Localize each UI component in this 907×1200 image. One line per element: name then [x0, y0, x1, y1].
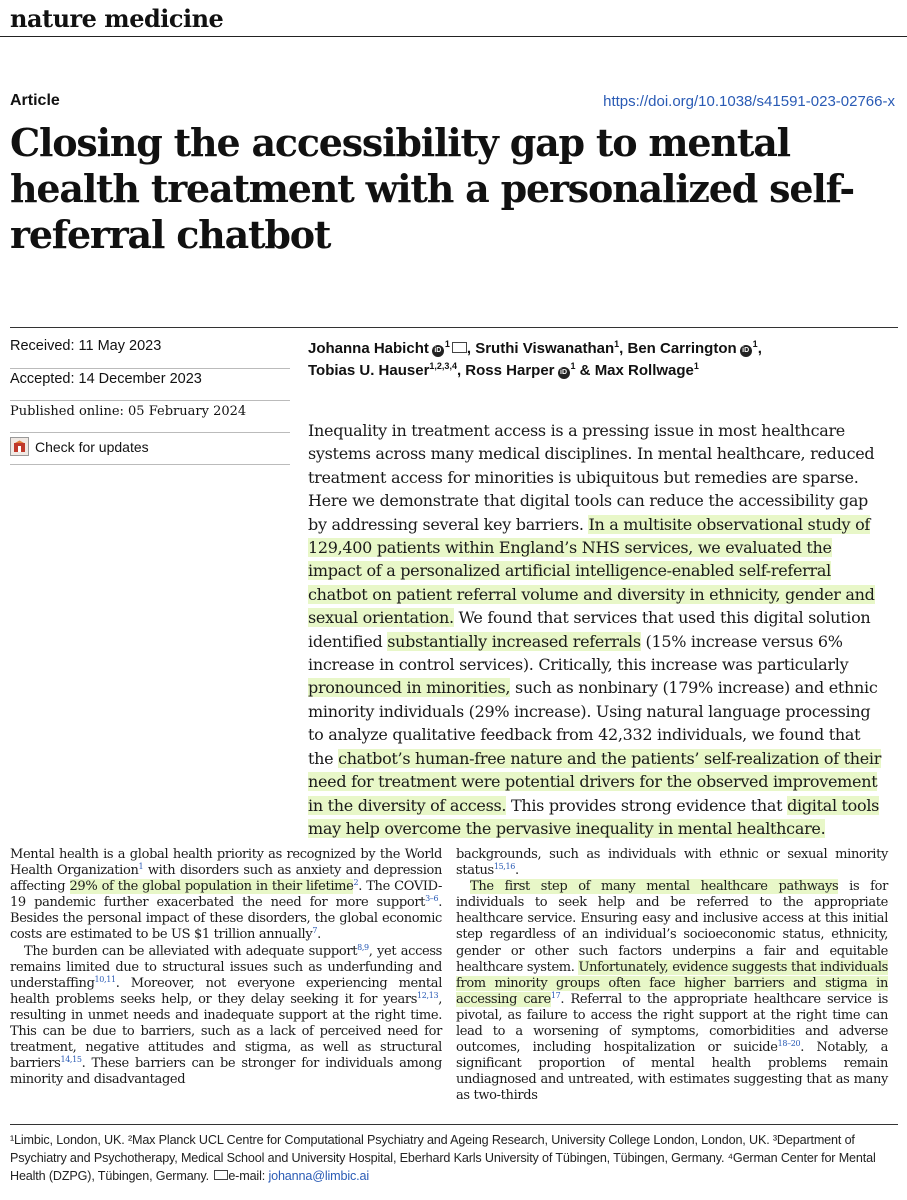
dates-divider	[10, 464, 290, 465]
dates-divider	[10, 432, 290, 433]
author-name[interactable]: Max Rollwage	[594, 362, 694, 379]
author-list: Johanna Habicht $iD^1$ , Sruthi Viswanathan$^1$, Ben Carrington $iD^1$, Tobias U. Hauser$^{1,2,3,4}$, Ross Harper $iD^1$ & Max Rollwage$^1$	[308, 339, 762, 379]
article-title: Closing the accessibility gap to mental health treatment with a personalized self-referral chatbot	[10, 120, 854, 257]
dates-divider	[10, 368, 290, 369]
received-date: Received: 11 May 2023	[10, 338, 162, 354]
article-dates	[10, 338, 290, 470]
orcid-icon[interactable]: iD	[432, 345, 444, 357]
abstract: Inequality in treatment access is a pressing issue in most healthcare systems across many medical disciplines. In mental healthcare, reduced treatment access for minorities is ubiquitous but remedies are sparse. Here we demonstrate that digital tools can reduce the accessibility gap by addressing several key barriers. In a multisite observational study of 129,400 patients within England’s NHS services, we evaluated the impact of a personalized artificial intelligence-enabled self-referral chatbot on patient referral volume and diversity in ethnicity, gender and sexual orientation. We found that services that used this digital solution identified substantially increased referrals (15% increase versus 6% increase in control services). Critically, this increase was particularly pronounced in minorities, such as nonbinary (179% increase) and ethnic minority individuals (29% increase). Using natural language processing to analyze qualitative feedback from 42,332 individuals, we found that the chatbot’s human-free nature and the patients’ self-realization of their need for treatment were potential drivers for the observed improvement in the diversity of access. This provides strong evidence that digital tools may help overcome the pervasive inequality in mental healthcare.	[308, 421, 882, 838]
footnote-rule	[10, 1124, 898, 1125]
header-rule	[0, 36, 907, 37]
affiliation-mark: 1	[752, 339, 758, 349]
email-link[interactable]: johanna@limbic.ai	[268, 1169, 369, 1183]
check-for-updates-button[interactable]	[10, 437, 149, 456]
affiliation-mark: 1	[693, 361, 699, 371]
affiliation-mark: 1	[614, 339, 620, 349]
orcid-icon[interactable]: iD	[740, 345, 752, 357]
article-type: Article	[10, 92, 60, 109]
email-icon	[214, 1170, 228, 1180]
affiliation-mark: 1	[444, 339, 450, 349]
affiliation-mark: 1,2,3,4	[429, 361, 457, 371]
dates-divider	[10, 400, 290, 401]
affiliation-mark: 1	[570, 361, 576, 371]
author-name[interactable]: Sruthi Viswanathan	[475, 340, 615, 357]
check-updates-label: Check for updates	[35, 438, 149, 455]
body-column-left: Mental health is a global health priority as recognized by the World Health Organization$^1$ with disorders such as anxiety and depression affecting 29% of the global population in their lifetime$^2$. The COVID-19 pandemic further exacerbated the need for more support$^{3-6}$. Besides the personal impact of these disorders, the global economic costs are estimated to be US $1 trillion annually$^7$. The burden can be alleviated with adequate support$^{8,9}$, yet access remains limited due to structural issues such as underfunding and understaffing$^{10,11}$. Moreover, not everyone experiencing mental health problems seeks help, or they delay seeking it for years$^{12,13}$, resulting in unmet needs and inadequate support at the right time. This can be due to barriers, such as a lack of perceived need for treatment, negative attitudes and stigma, as well as structural barriers$^{14,15}$. These barriers can be stronger for individuals among minority and disadvantaged	[10, 847, 442, 1088]
email-label: e-mail:	[228, 1169, 266, 1183]
check-updates-icon	[10, 437, 29, 456]
author-name[interactable]: Ross Harper	[465, 362, 555, 379]
journal-name: nature medicine	[10, 4, 224, 33]
affiliations-footnote	[10, 1131, 898, 1185]
author-name[interactable]: Ben Carrington	[627, 340, 737, 357]
email-icon[interactable]	[452, 342, 467, 353]
body-column-right: backgrounds, such as individuals with ethnic or sexual minority status$^{15,16}$. The first step of many mental healthcare pathways is for individuals to seek help and be referred to the appropriate healthcare service. Ensuring easy and inclusive access at this initial step regardless of an individual’s socioeconomic status, ethnicity, gender or other such factors underpins a fair and equitable healthcare system. Unfortunately, evidence suggests that individuals from minority groups often face higher barriers and stigma in accessing care$^{17}$. Referral to the appropriate healthcare service is pivotal, as failure to access the right support at the right time can lead to a worsening of symptoms, comorbidities and adverse outcomes, including hospitalization or suicide$^{18-20}$. Notably, a significant proportion of mental health problems remain undiagnosed and untreated, with estimates suggesting that as many as two-thirds	[456, 847, 888, 1104]
accepted-date: Accepted: 14 December 2023	[10, 371, 202, 387]
title-rule	[10, 327, 898, 328]
affiliations-text: ¹Limbic, London, UK. ²Max Planck UCL Centre for Computational Psychiatry and Ageing Research, University College London, London, UK. ³Department of Psychiatry and Psychotherapy, Medical School and University Hospital, Eberhard Karls University of Tübingen, Tübingen, Germany. ⁴German Center for Mental Health (DZPG), Tübingen, Germany.	[10, 1133, 876, 1183]
author-name[interactable]: Tobias U. Hauser	[308, 362, 430, 379]
doi-link[interactable]: https://doi.org/10.1038/s41591-023-02766-x	[603, 93, 895, 110]
author-name[interactable]: Johanna Habicht	[308, 340, 429, 357]
orcid-icon[interactable]: iD	[558, 367, 570, 379]
published-date: Published online: 05 February 2024	[10, 404, 247, 419]
